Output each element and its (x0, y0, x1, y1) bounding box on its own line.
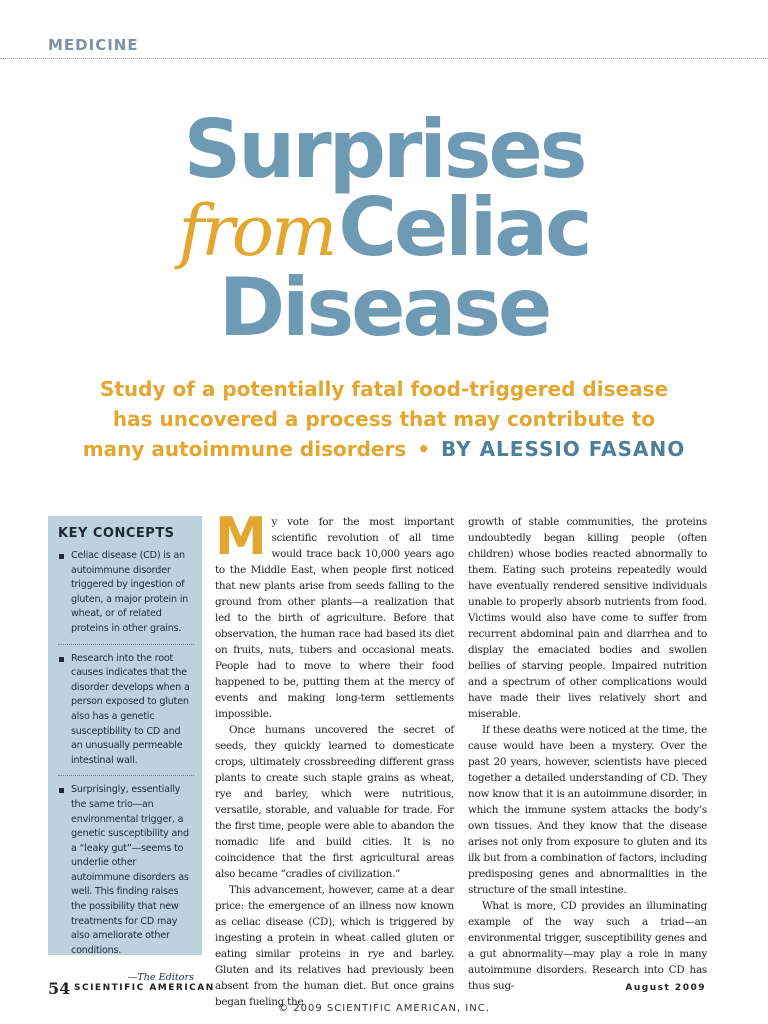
key-concepts-credit: —The Editors (127, 972, 194, 984)
article-paragraph (215, 507, 454, 722)
subtitle-deck (80, 374, 688, 464)
article-paragraph: growth of stable communities, the proteins undoubtedly began killing people (often children) whose bodies reacted abnormally to them. Eating such proteins repeatedly would have eventually rendered sensitive individuals unable to properly absorb nutrients from food. Victims would also have come to suffer from recurrent abdominal pain and diarrhea and to display the emaciated bodies and swollen bellies of starving people. Impaired nutrition and a spectrum of other complications would have made their lives relatively short and miserable. (468, 516, 707, 720)
article-paragraph: What is more, CD provides an illuminating example of the way such a triad—an environmental trigger, susceptibility genes and a gut abnormality—may play a role in many autoimmune disorders. Research into CD has thus sug- (468, 900, 707, 992)
key-concept-item: Research into the root causes indicates that the disorder develops when a person exposed to gluten also has a genetic susceptibility to CD and an unusually permeable intestinal wall. (58, 652, 194, 777)
page-number: 54 (48, 979, 71, 998)
title-line-1: Surprises (183, 103, 585, 196)
magazine-name: SCIENTIFIC AMERICAN (74, 983, 215, 993)
copyright-notice: © 2009 SCIENTIFIC AMERICAN, INC. (278, 1003, 490, 1014)
issue-date: August 2009 (625, 983, 706, 993)
title-celiac: Celiac (338, 181, 590, 274)
section-divider (0, 58, 768, 59)
key-concept-item: Celiac disease (CD) is an autoimmune disorder triggered by ingestion of gluten, a major protein in wheat, or of related proteins in other grains. (58, 549, 194, 645)
drop-cap: M (215, 507, 267, 567)
key-concepts-box (48, 516, 202, 984)
bullet-separator: • (417, 437, 430, 461)
key-concepts-heading: KEY CONCEPTS (58, 526, 175, 541)
key-concept-item: Surprisingly, essentially the same trio—an environmental trigger, a genetic susceptibility and a “leaky gut”—seems to underlie other autoimmune disorders as well. This finding raises the possibility that new treatments for CD may also ameliorate other conditions. (58, 783, 194, 965)
paragraph-text: y vote for the most important scientific revolution of all time would trace back 10,000 years ago to the Middle East, when people first noticed that new plants arise from seeds falling to the ground from other plants—a realization that led to the birth of agriculture. Before that observation, the human race had based its diet on fruits, nuts, tubers and occasional meats. People had to move to where their food happened to be, putting them at the mercy of events and making long-term settlements impossible. (215, 516, 454, 720)
byline: BY ALESSIO FASANO (440, 437, 686, 461)
title-from: from (178, 190, 335, 272)
section-label: MEDICINE (48, 36, 139, 54)
article-paragraph: If these deaths were noticed at the time, the cause would have been a mystery. Over the past 20 years, however, scientists have pieced together a detailed understanding of CD. They now know that it is an autoimmune disorder, in which the immune system attacks the body’s own tissues. And they know that the disease arises not only from exposure to gluten and its ilk but from a combination of factors, including predisposing genes and abnormalities in the structure of the small intestine. (468, 724, 707, 896)
title-line-3: Disease (218, 261, 550, 354)
subtitle-text: Study of a potentially fatal food-triggered disease has uncovered a process that may contribute to many autoimmune disorders (82, 377, 669, 461)
article-column-2 (468, 514, 707, 994)
article-paragraph: This advancement, however, came at a dear price: the emergence of an illness now known as celiac disease (CD), which is triggered by ingesting a protein in wheat called gluten or eating similar proteins in rye and barley. Gluten and its relatives had previously been absent from the human diet. But once grains began fueling the (215, 884, 454, 1008)
title-line-2 (0, 181, 768, 274)
article-column-1 (215, 507, 454, 1010)
article-paragraph: Once humans uncovered the secret of seeds, they quickly learned to domesticate crops, ultimately crossbreeding different grass plants to create such staple grains as wheat, rye and barley, which were nutritious, versatile, storable, and valuable for trade. For the first time, people were able to abandon the nomadic life and build cities. It is no coincidence that the first agricultural areas also became “cradles of civilization.” (215, 724, 454, 880)
